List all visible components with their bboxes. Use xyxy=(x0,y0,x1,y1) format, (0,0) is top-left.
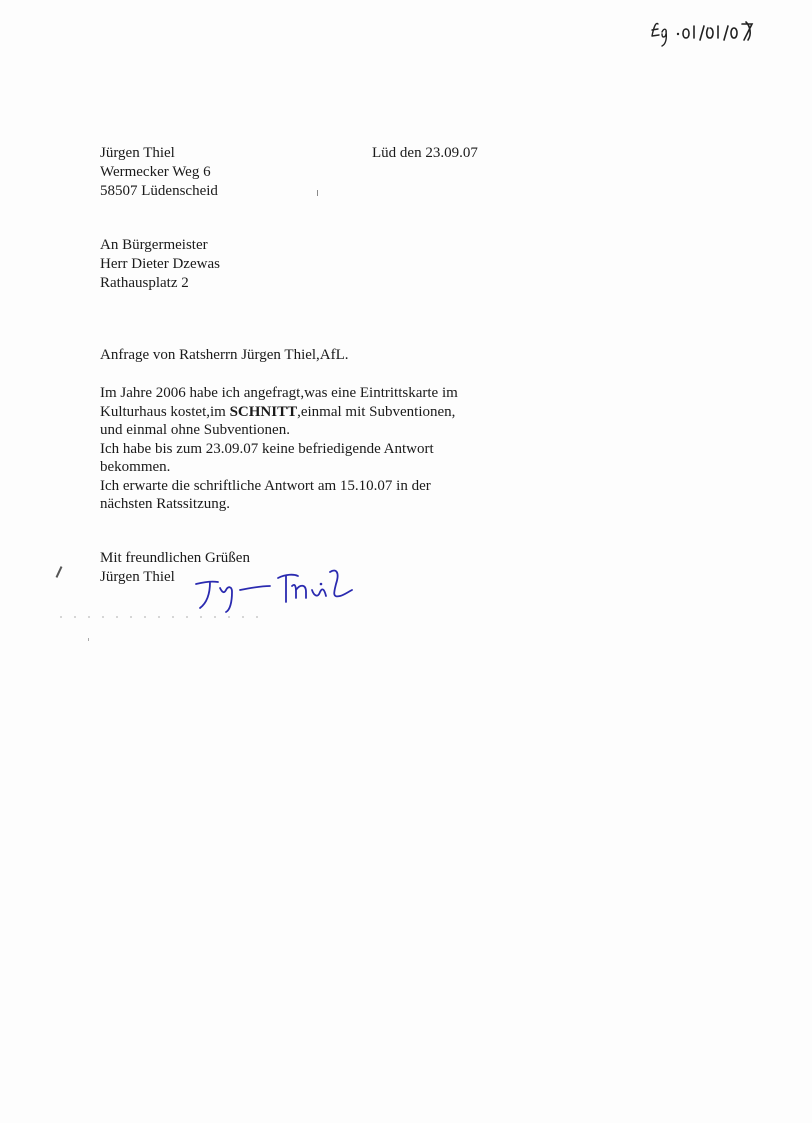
body-line-3: und einmal ohne Subventionen. xyxy=(100,422,290,438)
sender-city: 58507 Lüdenscheid xyxy=(100,183,218,199)
letter-subject: Anfrage von Ratsherrn Jürgen Thiel,AfL. xyxy=(100,347,349,363)
sender-street: Wermecker Weg 6 xyxy=(100,164,211,180)
recipient-line-1: An Bürgermeister xyxy=(100,237,208,253)
scan-speck xyxy=(88,638,89,641)
recipient-line-2: Herr Dieter Dzewas xyxy=(100,256,220,272)
recipient-line-3: Rathausplatz 2 xyxy=(100,275,189,291)
body-line-7: nächsten Ratssitzung. xyxy=(100,496,230,512)
closing-greeting: Mit freundlichen Grüßen xyxy=(100,550,250,566)
body-line-1: Im Jahre 2006 habe ich angefragt,was eine Eintrittskarte im xyxy=(100,385,458,401)
sender-address xyxy=(100,144,218,201)
closing-name: Jürgen Thiel xyxy=(100,569,175,585)
scan-speck xyxy=(56,566,63,578)
letter-date: Lüd den 23.09.07 xyxy=(372,145,478,161)
body-line-2-end: ,einmal mit Subventionen, xyxy=(297,403,456,420)
letter-body xyxy=(100,384,458,514)
body-line-2-start: Kulturhaus kostet,im xyxy=(100,403,230,420)
body-line-6: Ich erwarte die schriftliche Antwort am 15.10.07 in der xyxy=(100,477,431,494)
sender-name: Jürgen Thiel xyxy=(100,145,175,161)
scan-speck xyxy=(317,190,318,196)
received-stamp-handwriting xyxy=(648,14,768,48)
handwritten-signature xyxy=(190,562,365,614)
recipient-address xyxy=(100,236,220,293)
body-line-2 xyxy=(100,403,458,422)
body-line-4: Ich habe bis zum 23.09.07 keine befriedigende Antwort xyxy=(100,440,434,457)
body-line-5: bekommen. xyxy=(100,459,171,475)
dotted-guide-line xyxy=(60,614,270,620)
body-emphasis: SCHNITT xyxy=(229,403,298,420)
